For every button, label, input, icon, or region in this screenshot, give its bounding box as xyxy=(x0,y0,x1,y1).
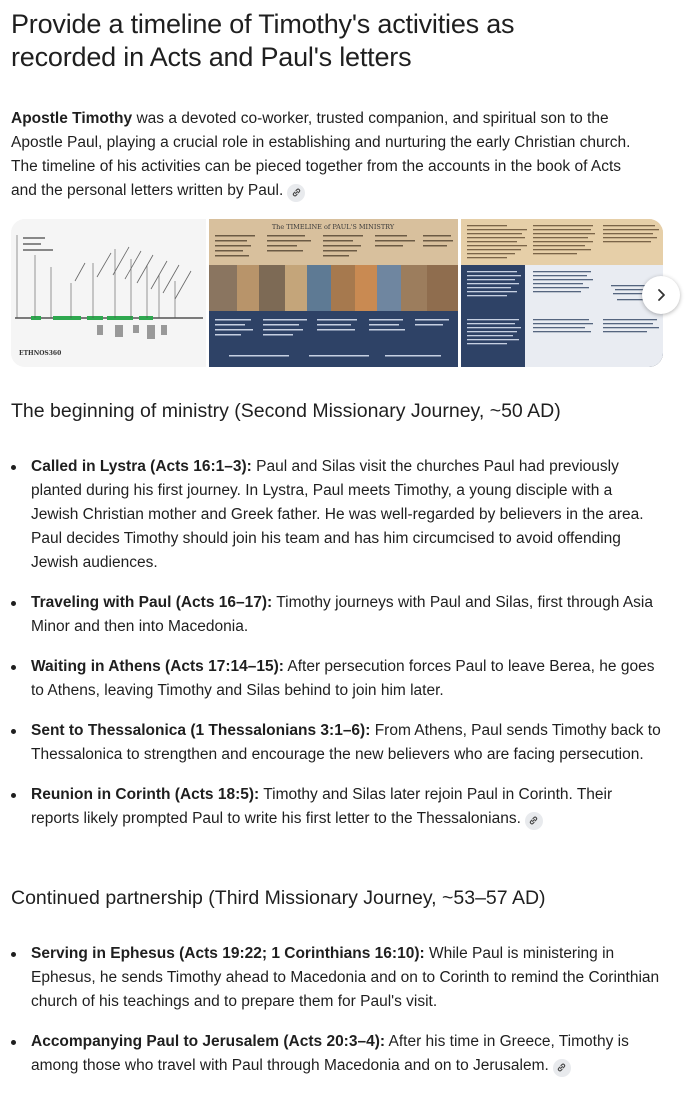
source-link-icon[interactable] xyxy=(287,184,305,202)
list-item-text: While Paul is ministering in Ephesus, he sends Timothy ahead to Macedonia and on to Corinth to remind the Corinthian church of his teachings and to prepare them for Paul's visit. xyxy=(31,945,660,1010)
ethnos-logo-text: ETHNOS360 xyxy=(19,350,62,357)
list-item-term: Sent to Thessalonica (1 Thessalonians 3:1–6): xyxy=(31,722,371,739)
list-item xyxy=(11,942,661,1014)
carousel-image-paul-ministry-poster[interactable] xyxy=(209,219,458,367)
image-carousel xyxy=(11,219,663,367)
list-item-term: Called in Lystra (Acts 16:1–3): xyxy=(31,458,252,475)
list-item-term: Waiting in Athens (Acts 17:14–15): xyxy=(31,658,284,675)
bullet-list-continued xyxy=(11,942,661,1094)
list-item xyxy=(11,655,661,703)
list-item-term: Accompanying Paul to Jerusalem (Acts 20:3–4): xyxy=(31,1033,386,1050)
list-item-text: After his time in Greece, Timothy is among those who travel with Paul through Macedonia and on to Jerusalem. xyxy=(31,1033,629,1074)
list-item-text: Timothy and Silas later rejoin Paul in Corinth. Their reports likely prompted Paul to write his first letter to the Thessalonians. xyxy=(31,786,613,827)
list-item-term: Reunion in Corinth (Acts 18:5): xyxy=(31,786,260,803)
intro-bold-term: Apostle Timothy xyxy=(11,110,133,127)
list-item-term: Serving in Ephesus (Acts 19:22; 1 Corinthians 16:10): xyxy=(31,945,425,962)
list-item xyxy=(11,719,661,767)
carousel-next-button[interactable] xyxy=(642,276,680,314)
intro-paragraph xyxy=(11,107,651,203)
section-heading-beginning: The beginning of ministry (Second Missionary Journey, ~50 AD) xyxy=(11,400,561,422)
page-title: Provide a timeline of Timothy's activities as recorded in Acts and Paul's letters xyxy=(11,9,515,72)
carousel-image-timeline-diagram[interactable] xyxy=(11,219,206,367)
list-item-text: Paul and Silas visit the churches Paul had previously planted during his first journey. In Lystra, Paul meets Timothy, a young disciple with a Jewish Christian mother and Greek father. He was well-regarded by believers in the area. Paul decides Timothy should join his team and has him circumcised to avoid offending Jewish audiences. xyxy=(31,458,644,571)
list-item xyxy=(11,783,661,831)
list-item-text: Timothy journeys with Paul and Silas, first through Asia Minor and then into Macedonia. xyxy=(31,594,653,635)
source-link-icon[interactable] xyxy=(553,1059,571,1077)
list-item xyxy=(11,455,661,575)
list-item-text: After persecution forces Paul to leave Berea, he goes to Athens, leaving Timothy and Silas behind to join him later. xyxy=(31,658,655,699)
list-item-term: Traveling with Paul (Acts 16–17): xyxy=(31,594,273,611)
intro-text: was a devoted co-worker, trusted companion, and spiritual son to the Apostle Paul, playing a crucial role in establishing and nurturing the early Christian church. The timeline of his activities can be pieced together from the accounts in the book of Acts and the personal letters written by Paul. xyxy=(11,110,631,199)
carousel-image-brochure[interactable] xyxy=(461,219,663,367)
chevron-right-icon xyxy=(654,288,668,302)
source-link-icon[interactable] xyxy=(525,812,543,830)
section-heading-continued: Continued partnership (Third Missionary Journey, ~53–57 AD) xyxy=(11,887,546,909)
bullet-list-beginning xyxy=(11,455,661,847)
list-item xyxy=(11,591,661,639)
list-item xyxy=(11,1030,661,1078)
list-item-text: From Athens, Paul sends Timothy back to Thessalonica to strengthen and encourage the new believers who are facing persecution. xyxy=(31,722,661,763)
poster-title: The TIMELINE of PAUL'S MINISTRY xyxy=(271,223,395,231)
